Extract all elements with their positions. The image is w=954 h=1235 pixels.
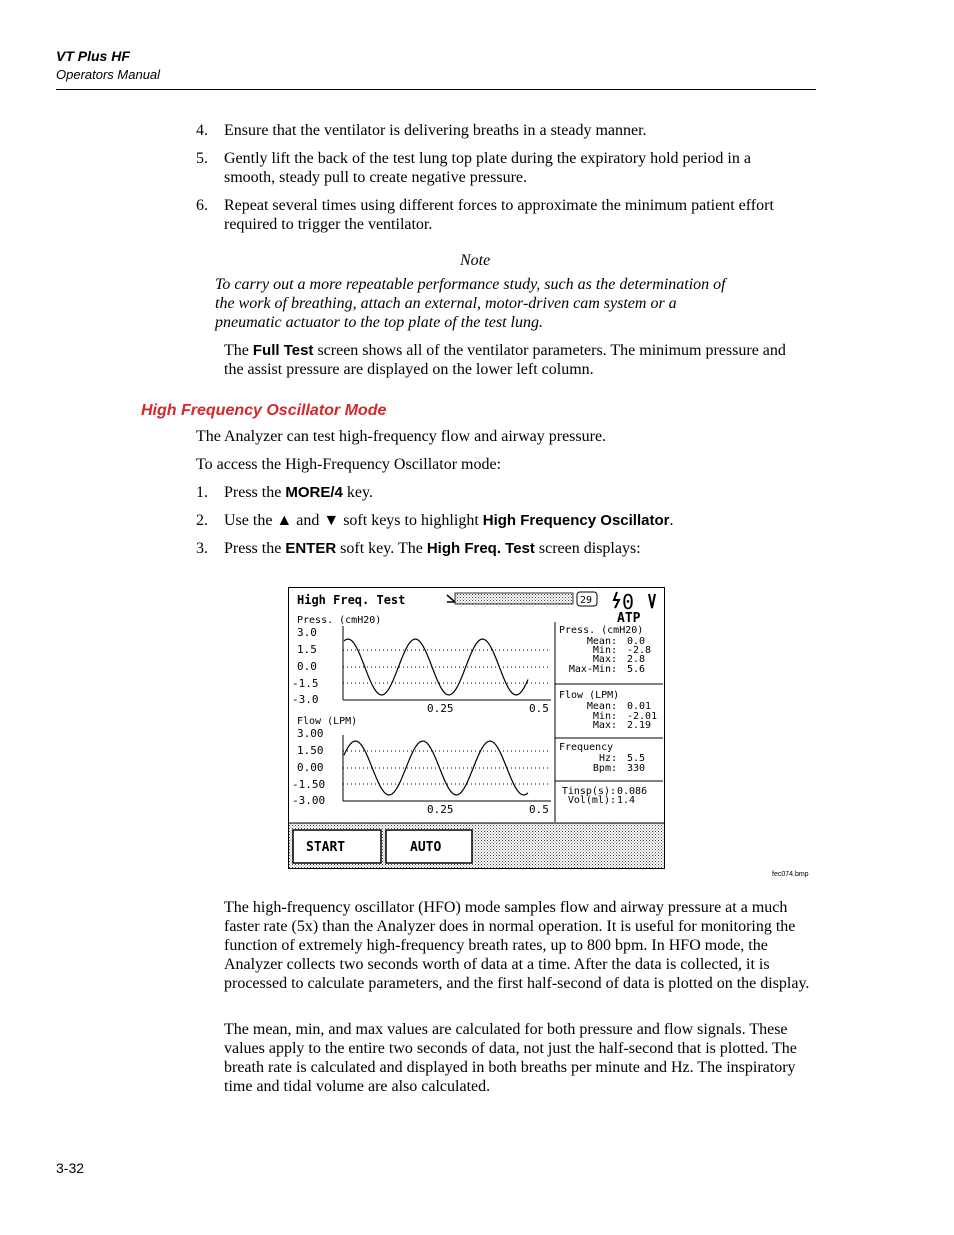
flow-tick: 3.00 (297, 727, 324, 740)
bold-term: MORE/4 (285, 484, 343, 501)
page-number: 3-32 (56, 1160, 85, 1176)
vent-icon (649, 594, 655, 608)
press-x-tick: 0.5 (529, 702, 549, 715)
stat-label: Bpm: (592, 763, 617, 774)
stat-label: Min: (592, 711, 617, 722)
step-text (224, 483, 796, 502)
stat-value: 0.01 (627, 701, 652, 712)
device-screen (288, 587, 665, 869)
step-number: 1. (196, 484, 208, 501)
text-run: soft key. The (336, 540, 427, 557)
intro-line-1: The Analyzer can test high-frequency flow and airway pressure. (196, 428, 607, 445)
step-text (224, 539, 796, 558)
stat-label: Vol(ml): (567, 795, 616, 806)
flow-x-tick: 0.5 (529, 803, 549, 816)
note-text: To carry out a more repeatable performance study, such as the determination of the work of breathing, attach an external, motor-driven cam system or a pneumatic actuator to the top plate of the test lung. (215, 276, 726, 331)
figure-id: fec074.bmp (772, 871, 809, 878)
stat-value: 5.5 (627, 753, 646, 764)
full-test-paragraph (224, 341, 809, 379)
text-run: Press the (224, 540, 286, 557)
press-tick: -1.5 (292, 677, 319, 690)
stat-value: 2.8 (627, 654, 646, 665)
stat-value: 0.0 (627, 636, 646, 647)
flow-tick: 0.00 (297, 761, 324, 774)
stat-label: Max-Min: (568, 664, 617, 675)
intro-line-2: To access the High-Frequency Oscillator mode: (196, 456, 502, 473)
signal-icon (447, 595, 455, 602)
press-x-tick: 0.25 (427, 702, 454, 715)
stat-label: Tinsp(s): (561, 786, 616, 797)
body-paragraph-2: The mean, min, and max values are calculated for both pressure and flow signals. These values apply to the entire two seconds of data, not just the half-second that is plotted. The breath rate is calculated and displayed in both breaths per minute and Hz. The inspiratory time and tidal volume are also calculated. (224, 1021, 797, 1095)
right-flow-header: Flow (LPM) (559, 690, 620, 701)
press-tick: -3.0 (292, 693, 319, 706)
stat-value: -2.8 (627, 645, 652, 656)
stat-value: 330 (627, 763, 646, 774)
flow-tick: -3.00 (292, 794, 326, 807)
atp-label: ATP (617, 611, 641, 626)
status-readout: 0 (622, 590, 635, 614)
text-run: Press the (224, 484, 286, 501)
bold-term: ENTER (285, 540, 337, 557)
body-paragraph-1: The high-frequency oscillator (HFO) mode samples flow and airway pressure at a much faster rate (5x) than the Analyzer does in normal operation. It is useful for monitoring the function of extremely high-frequency breath rates, up to 800 bpm. In HFO mode, the Analyzer collects two seconds worth of data at a time. After the data is collected, it is processed to calculate parameters, and the first half-second of data is plotted on the display. (224, 899, 810, 992)
flow-tick: -1.50 (292, 778, 326, 791)
stat-value: 2.19 (627, 720, 652, 731)
auto-softkey[interactable] (386, 830, 472, 863)
screen-title: High Freq. Test (297, 593, 406, 607)
start-softkey-label: START (306, 840, 346, 855)
step-text: Gently lift the back of the test lung top plate during the expiratory hold period in a smooth, steady pull to create negative pressure. (224, 150, 751, 186)
press-tick: 3.0 (297, 626, 317, 639)
flow-x-tick: 0.25 (427, 803, 454, 816)
step-text (224, 511, 796, 530)
stat-value: -2.01 (627, 711, 658, 722)
press-tick: 0.0 (297, 660, 317, 673)
flow-direction-icon (614, 592, 619, 608)
stat-value: 5.6 (627, 664, 646, 675)
manual-subtitle: Operators Manual (56, 67, 161, 82)
stat-label: Hz: (598, 753, 617, 764)
press-axis-label: Press. (cmH20) (297, 615, 382, 626)
step-text: Repeat several times using different forces to approximate the minimum patient effort required to trigger the ventilator. (224, 197, 774, 233)
step-number: 2. (196, 512, 208, 529)
bold-term: High Frequency Oscillator (482, 512, 670, 529)
stat-label: Min: (592, 645, 617, 656)
text-run: The (224, 342, 253, 359)
text-run: screen displays: (534, 540, 641, 557)
progress-bar (455, 593, 573, 604)
right-freq-header: Frequency (559, 742, 614, 753)
step-text: Ensure that the ventilator is delivering breaths in a steady manner. (224, 122, 647, 139)
step-number: 3. (196, 540, 208, 557)
stat-label: Mean: (586, 701, 617, 712)
text-run: key. (342, 484, 373, 501)
step-number: 5. (196, 150, 208, 167)
manual-title: VT Plus HF (56, 48, 130, 64)
section-heading: High Frequency Oscillator Mode (141, 402, 387, 419)
stat-label: Mean: (586, 636, 617, 647)
flow-tick: 1.50 (297, 744, 324, 757)
text-run: screen shows all of the ventilator parameters. The minimum pressure and the assist pressure are displayed on the lower left column. (224, 342, 786, 378)
text-run: Use the ▲ and ▼ soft keys to highlight (224, 512, 483, 529)
auto-softkey-label: AUTO (410, 840, 442, 855)
press-tick: 1.5 (297, 643, 317, 656)
bold-term: High Freq. Test (426, 540, 535, 557)
flow-axis-label: Flow (LPM) (297, 716, 358, 727)
stat-value: 0.086 (617, 786, 648, 797)
right-press-header: Press. (cmH20) (559, 625, 644, 636)
note-label: Note (460, 252, 491, 269)
start-softkey[interactable] (293, 830, 381, 863)
step-number: 4. (196, 122, 208, 139)
device-screen-graphic (289, 588, 665, 869)
stat-label: Max: (592, 720, 617, 731)
count-badge-text: 29 (580, 595, 593, 606)
bold-term: Full Test (252, 342, 314, 359)
header-rule (56, 89, 816, 90)
step-number: 6. (196, 197, 208, 214)
stat-label: Max: (592, 654, 617, 665)
text-run: . (669, 512, 674, 529)
stat-value: 1.4 (617, 795, 636, 806)
